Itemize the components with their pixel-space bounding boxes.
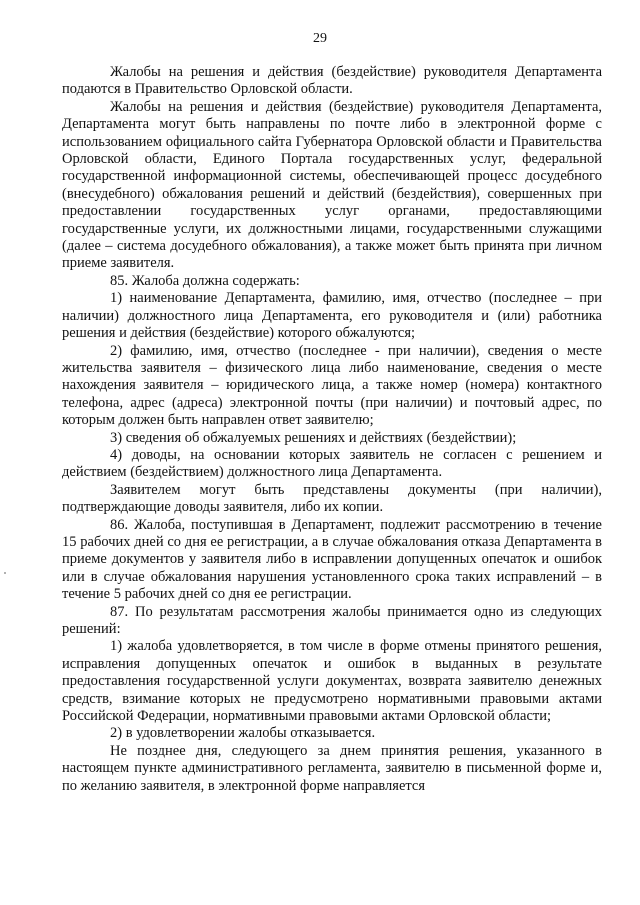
paragraph-response-deadline: Не позднее дня, следующего за днем принятия решения, указанного в настоящем пункте административного регламента, заявителю в письменной форме и, по желанию заявителя, в электронной форме направляется: [62, 742, 602, 794]
paragraph-85-item-3: 3) сведения об обжалуемых решениях и действиях (бездействии);: [110, 429, 517, 446]
paragraph-complaint-channels: Жалобы на решения и действия (бездействие) руководителя Департамента, Департамента могут быть направлены по почте либо в электронной форме с использованием официального сайта Губернатора Орловской области и Правительства Орловской области, Единого Портала государственных услуг, федеральной государственной информационной системы, обеспечивающей процесс досудебного (внесудебного) обжалования решений и действий (бездействия), совершенных при предоставлении государственных услуг органами, предоставляющими государственные услуги, их должностными лицами, государственными служащими (далее – система досудебного обжалования), а также может быть принята при личном приеме заявителя.: [62, 98, 602, 272]
paragraph-section-85: 85. Жалоба должна содержать:: [110, 272, 300, 289]
paragraph-85-item-2: 2) фамилию, имя, отчество (последнее - при наличии), сведения о месте жительства заявителя – физического лица либо наименование, сведения о месте нахождения заявителя – юридического лица, а также номер (номера) контактного телефона, адрес (адреса) электронной почты (при наличии) и почтовый адрес, по которым должен быть направлен ответ заявителю;: [62, 342, 602, 429]
paragraph-85-item-1: 1) наименование Департамента, фамилию, имя, отчество (последнее – при наличии) должностного лица Департамента, его руководителя и (или) работника решения и действия (бездействие) которого обжалуются;: [62, 290, 602, 342]
paragraph-87-item-2: 2) в удовлетворении жалобы отказывается.: [110, 725, 376, 742]
page-number: 29: [313, 31, 327, 46]
paragraph-87-item-1: 1) жалоба удовлетворяется, в том числе в форме отмены принятого решения, исправления допущенных опечаток и ошибок в выданных в результате предоставления государственной услуги документах, возврата заявителю денежных средств, взимание которых не предусмотрено нормативными правовыми актами Российской Федерации, нормативными правовыми актами Орловской области;: [62, 638, 602, 725]
paragraph-85-item-4: 4) доводы, на основании которых заявитель не согласен с решением и действием (бездействием) должностного лица Департамента.: [62, 446, 602, 481]
scan-artifact-dot: [4, 572, 6, 574]
paragraph-section-87: 87. По результатам рассмотрения жалобы принимается одно из следующих решений:: [62, 603, 602, 637]
document-body: [62, 64, 602, 795]
paragraph-supporting-documents: Заявителем могут быть представлены документы (при наличии), подтверждающие доводы заявителя, либо их копии.: [62, 481, 602, 516]
paragraph-complaint-against-head: Жалобы на решения и действия (бездействие) руководителя Департамента подаются в Правительство Орловской области.: [62, 64, 602, 98]
paragraph-section-86: 86. Жалоба, поступившая в Департамент, подлежит рассмотрению в течение 15 рабочих дней со дня ее регистрации, а в случае обжалования отказа Департамента в приеме документов у заявителя либо в исправлении допущенных опечаток и ошибок или в случае обжалования нарушения установленного срока таких исправлений – в течение 5 рабочих дней со дня ее регистрации.: [62, 516, 602, 603]
